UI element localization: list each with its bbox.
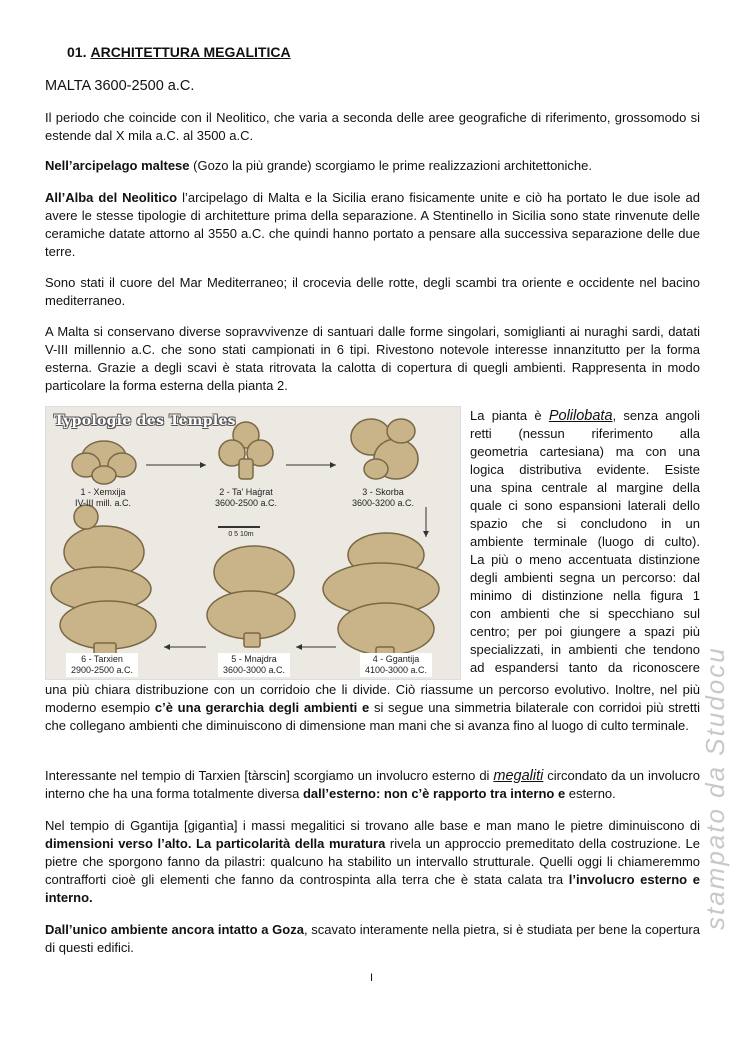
- plan-mnajdra: [207, 546, 295, 647]
- temple-plans-drawing: [46, 407, 460, 679]
- side-text-line: degli ambienti segna un percorso: dal: [470, 570, 700, 585]
- paragraph-9: Dall’unico ambiente ancora intatto a Goza, scavato interamente nella pietra, si è studiata per bene la copertura di questi edifici.: [45, 922, 700, 955]
- side-text-line: specializzati, in ambienti che tendono: [470, 642, 700, 657]
- plan-xemxija: [72, 441, 136, 484]
- side-text-line: La pianta è Polilobata, senza angoli: [470, 408, 700, 424]
- side-text-line: retti (nessun riferimento alla: [470, 426, 700, 441]
- side-text-line: minimo di distinzione nella figura 1: [470, 588, 700, 603]
- figure-side-text: [470, 407, 700, 677]
- para2-bold: Nell’arcipelago maltese: [45, 158, 190, 173]
- polilobata-term: Polilobata: [548, 408, 613, 424]
- plan-skorba: [351, 419, 418, 479]
- watermark: stampato da Studocu: [700, 646, 730, 930]
- side-text-line: quale ci sono espansioni laterali dello: [470, 498, 700, 513]
- label-mnajdra: 5 - Mnajdra 3600-3000 a.C.: [218, 653, 290, 677]
- section-heading: [67, 44, 291, 60]
- label-ggantija: 4 - Ggantija 4100-3000 a.C.: [360, 653, 432, 677]
- scale-label: 0 5 10m: [228, 531, 254, 538]
- figure-title: Typologie des Temples: [54, 413, 236, 429]
- paragraph-8: Nel tempio di Ggantija [gigantìa] i massi megalitici si trovano alle base e man mano le pietre diminuiscono di dimensioni verso l’alto. La particolarità della muratura rivela un approccio premeditato della costruzione. Le pietre che sporgono fanno da pilastri: qualcuno ha stabilito un intervallo strutturale. Quelli oggi li chiameremmo contrafforti cioè gli elementi che fanno da controspinta alla terra che è stata calata tra l’involucro esterno e interno.: [45, 818, 701, 905]
- para9-bold: Dall’unico ambiente ancora intatto a Goza: [45, 922, 304, 937]
- side-text-line: La più o meno accentuata distinzione: [470, 552, 700, 567]
- plan-tarxien: [51, 505, 156, 659]
- paragraph-2: [45, 157, 700, 175]
- subheading: MALTA 3600-2500 a.C.: [45, 78, 195, 94]
- side-text-line: logica distributiva evidente. Esiste: [470, 462, 700, 477]
- side-text-line: spazio che si concludono in un: [470, 516, 700, 531]
- side-text-line: una spina centrale al margine della: [470, 480, 700, 495]
- paragraph-3: [45, 189, 700, 261]
- side-text-line: centro; per poi giungere a spazi più: [470, 624, 700, 639]
- page-number: I: [370, 972, 374, 984]
- temple-typology-figure: [45, 406, 461, 680]
- side-text-line: geometria cartesiana) ma con una: [470, 444, 700, 459]
- paragraph-6: una più chiara distribuzione con un corridoio che li divide. Ciò riassume un percorso evolutivo. Inoltre, nel più moderno esempio c’è una gerarchia degli ambienti e si segue una simmetria bilaterale con corridoi più stretti che collegano ambienti che diminuiscono di dimensione man mani che si avanza fino al luogo di culto terminale.: [45, 682, 701, 733]
- paragraph-7: Interessante nel tempio di Tarxien [tàrscin] scorgiamo un involucro esterno di megaliti circondato da un involucro interno che ha una forma totalmente diversa dall’esterno: non c’è rapporto tra interno e esterno.: [45, 768, 700, 801]
- heading-number: 01.: [67, 44, 87, 60]
- heading-title: ARCHITETTURA MEGALITICA: [90, 44, 291, 60]
- para3-rest: l’arcipelago di Malta e la Sicilia erano fisicamente unite e ciò ha portato le due isole ad avere le stesse tipologie di architetture prima della separazione. A Stentinello in Sicilia sono state rinvenute delle ceramiche datate attorno al 3550 a.C. che quindi hanno portato a pensare alla successiva separazione delle due terre.: [45, 190, 700, 259]
- label-ta-hagrat: 2 - Ta' Haġrat 3600-2500 a.C.: [214, 487, 278, 508]
- side-text-line: ad espandersi tanto da riconoscere: [470, 660, 700, 675]
- para6-bold: c’è una gerarchia degli ambienti e: [154, 700, 370, 715]
- label-skorba: 3 - Skorba 3600-3200 a.C.: [351, 487, 415, 508]
- paragraph-1: Il periodo che coincide con il Neolitico, che varia a seconda delle aree geografiche di riferimento, grossomodo si estende dal X mila a.C. al 3500 a.C.: [45, 110, 700, 143]
- megaliti-term: megaliti: [493, 768, 544, 784]
- side-text-line: con ambienti che si specchiano sul: [470, 606, 700, 621]
- para3-bold: All’Alba del Neolitico: [45, 190, 178, 205]
- plan-ta-hagrat: [219, 422, 273, 479]
- side-text-line: ambiente terminale (luogo di culto).: [470, 534, 700, 549]
- para2-rest: (Gozo la più grande) scorgiamo le prime realizzazioni architettoniche.: [189, 158, 592, 173]
- para7-bold: dall’esterno: non c’è rapporto tra interno e: [302, 786, 566, 801]
- paragraph-5: A Malta si conservano diverse sopravvivenze di santuari dalle forme singolari, somiglianti ai nuraghi sardi, datati V-III millennio a.C. che sono stati campionati in 6 tipi. Rivestono notevole interesse innanzitutto per la forma esterna. Grazie a degli scavi è stata ritrovata la calotta di copertura di quegli ambienti. Rappresenta in modo particolare la forma esterna della pianta 2.: [45, 324, 700, 393]
- paragraph-4: Sono stati il cuore del Mar Mediterraneo; il crocevia delle rotte, degli scambi tra oriente e occidente nel bacino mediterraneo.: [45, 275, 700, 308]
- plan-ggantija: [323, 533, 439, 661]
- label-tarxien: 6 - Tarxien 2900-2500 a.C.: [66, 653, 138, 677]
- label-xemxija: 1 - Xemxija IV-III mill. a.C.: [74, 487, 131, 508]
